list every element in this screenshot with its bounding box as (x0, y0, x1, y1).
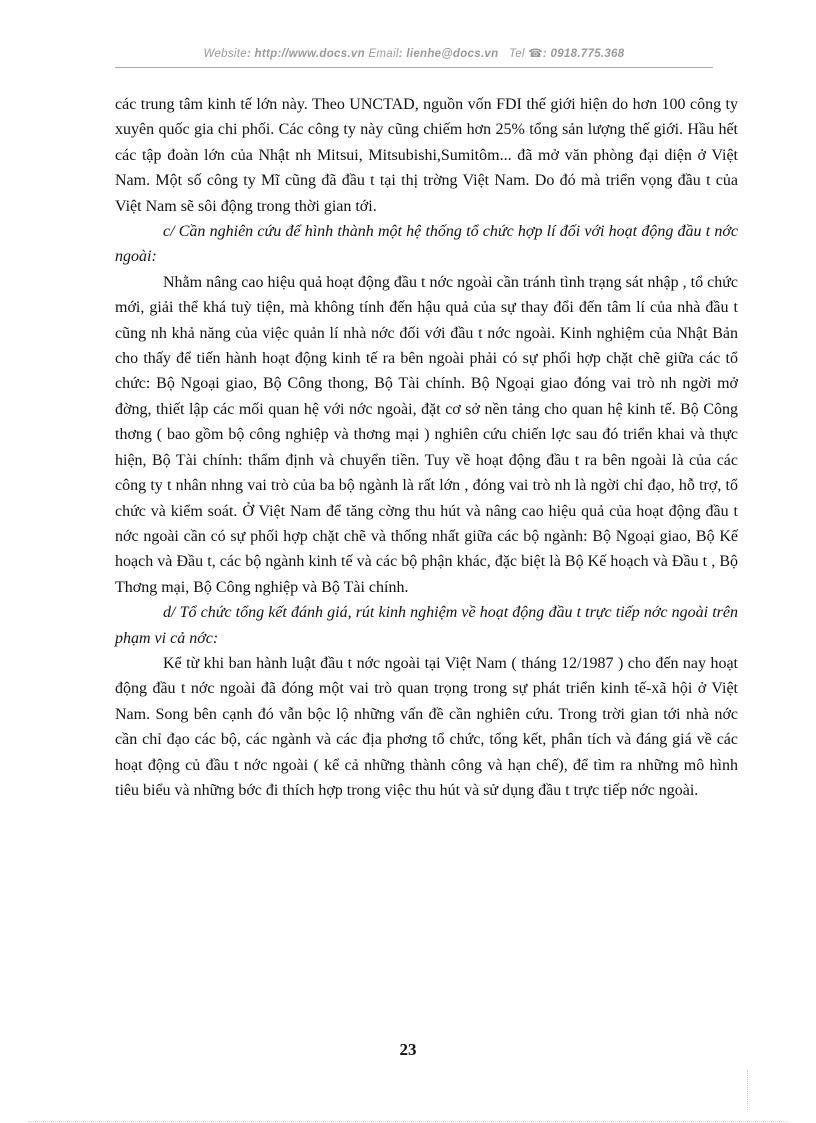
document-body (115, 92, 738, 803)
tel-label: Tel (508, 48, 525, 60)
header-divider (115, 67, 713, 68)
page-number: 23 (399, 1040, 417, 1059)
paragraph-review: Kể từ khi ban hành luật đầu t nớc ngoài tại Việt Nam ( tháng 12/1987 ) cho đến nay hoạt động đầu t nớc ngoài đã đóng một vai trò quan trọng trong sự phát triển kinh tế-xã hội ở Việt Nam. Song bên cạnh đó vẫn bộc lộ những vấn đề cần nghiên cứu. Trong trời gian tới nhà nớc cần chỉ đạo các bộ, các ngành và các địa phơng tổ chức, tổng kết, phân tích và đáng giá về các hoạt động củ đầu t nớc ngoài ( kể cả những thành công và hạn chế), để tìm ra những mô hình tiêu biểu và những bớc đi thích hợp trong việc thu hút và sử dụng đầu t trực tiếp nớc ngoài. (115, 654, 738, 799)
phone-number: ☎: 0918.775.368 (528, 48, 625, 60)
website-url[interactable]: : http://www.docs.vn (246, 48, 365, 60)
paragraph-organization: Nhằm nâng cao hiệu quả hoạt động đầu t nớc ngoài cần tránh tình trạng sát nhập , tổ chức mới, giải thể khá tuỳ tiện, mà không tính đến hậu quả của sự thay đổi đến tâm lí của nhà đầu t cũng nh khả năng của việc quản lí nhà nớc đối với đầu t nớc ngoài. Kinh nghiệm của Nhật Bản cho thấy để tiến hành hoạt động kinh tế ra bên ngoài phải có sự phối hợp chặt chẽ giữa các tổ chức: Bộ Ngoại giao, Bộ Công thong, Bộ Tài chính. Bộ Ngoại giao đóng vai trò nh ngời mở đờng, thiết lập các mối quan hệ với nớc ngoài, đặt cơ sở nền tảng cho quan hệ kinh tế. Bộ Công thơng ( bao gồm bộ công nghiệp và thơng mại ) nghiên cứu chiến lợc sau đó triển khai và thực hiện, Bộ Tài chính: thẩm định và chuyển tiền. Tuy về hoạt động đầu t ra bên ngoài là của các công ty t nhân nhng vai trò của ba bộ ngành là rất lớn , đóng vai trò nh là ngời chỉ đạo, hỗ trợ, tổ chức và kiểm soát. Ở Việt Nam để tăng cờng thu hút và nâng cao hiệu quả của hoạt động đầu t nớc ngoài cần có sự phối hợp chặt chẽ và thống nhất giữa các bộ ngành: Bộ Ngoại giao, Bộ Kế hoạch và Đầu t, các bộ ngành kinh tế và các bộ phận khác, đặc biệt là Bộ Kế hoạch và Đầu t , Bộ Thơng mại, Bộ Công nghiệp và Bộ Tài chính. (115, 273, 738, 596)
website-label: Website (203, 48, 247, 60)
section-heading-c: c/ Cần nghiên cứu để hình thành một hệ thống tổ chức hợp lí đối với hoạt động đầu t nớc ngoài: (115, 223, 738, 266)
page-header (115, 46, 713, 66)
email-label: Email (368, 48, 399, 60)
page-bottom-border (28, 1121, 788, 1122)
page-corner-marker (747, 1070, 778, 1110)
email-address[interactable]: : lienhe@docs.vn (398, 48, 499, 60)
paragraph-intro: các trung tâm kinh tế lớn này. Theo UNCTAD, nguồn vốn FDI thế giới hiện do hơn 100 công ty xuyên quốc gia chi phối. Các công ty này cũng chiếm hơn 25% tổng sản lượng thế giới. Hầu hết các tập đoàn lớn của Nhật nh Mitsui, Mitsubishi,Sumitôm... đã mở văn phòng đại diện ở Việt Nam. Một số công ty Mĩ cũng đã đầu t tại thị trờng Việt Nam. Do đó mà triển vọng đầu t của Việt Nam sẽ sôi động trong thời gian tới. (115, 96, 738, 215)
section-heading-d: d/ Tổ chức tổng kết đánh giá, rút kinh nghiệm về hoạt động đầu t trực tiếp nớc ngoài trên phạm vi cả nớc: (115, 604, 738, 647)
